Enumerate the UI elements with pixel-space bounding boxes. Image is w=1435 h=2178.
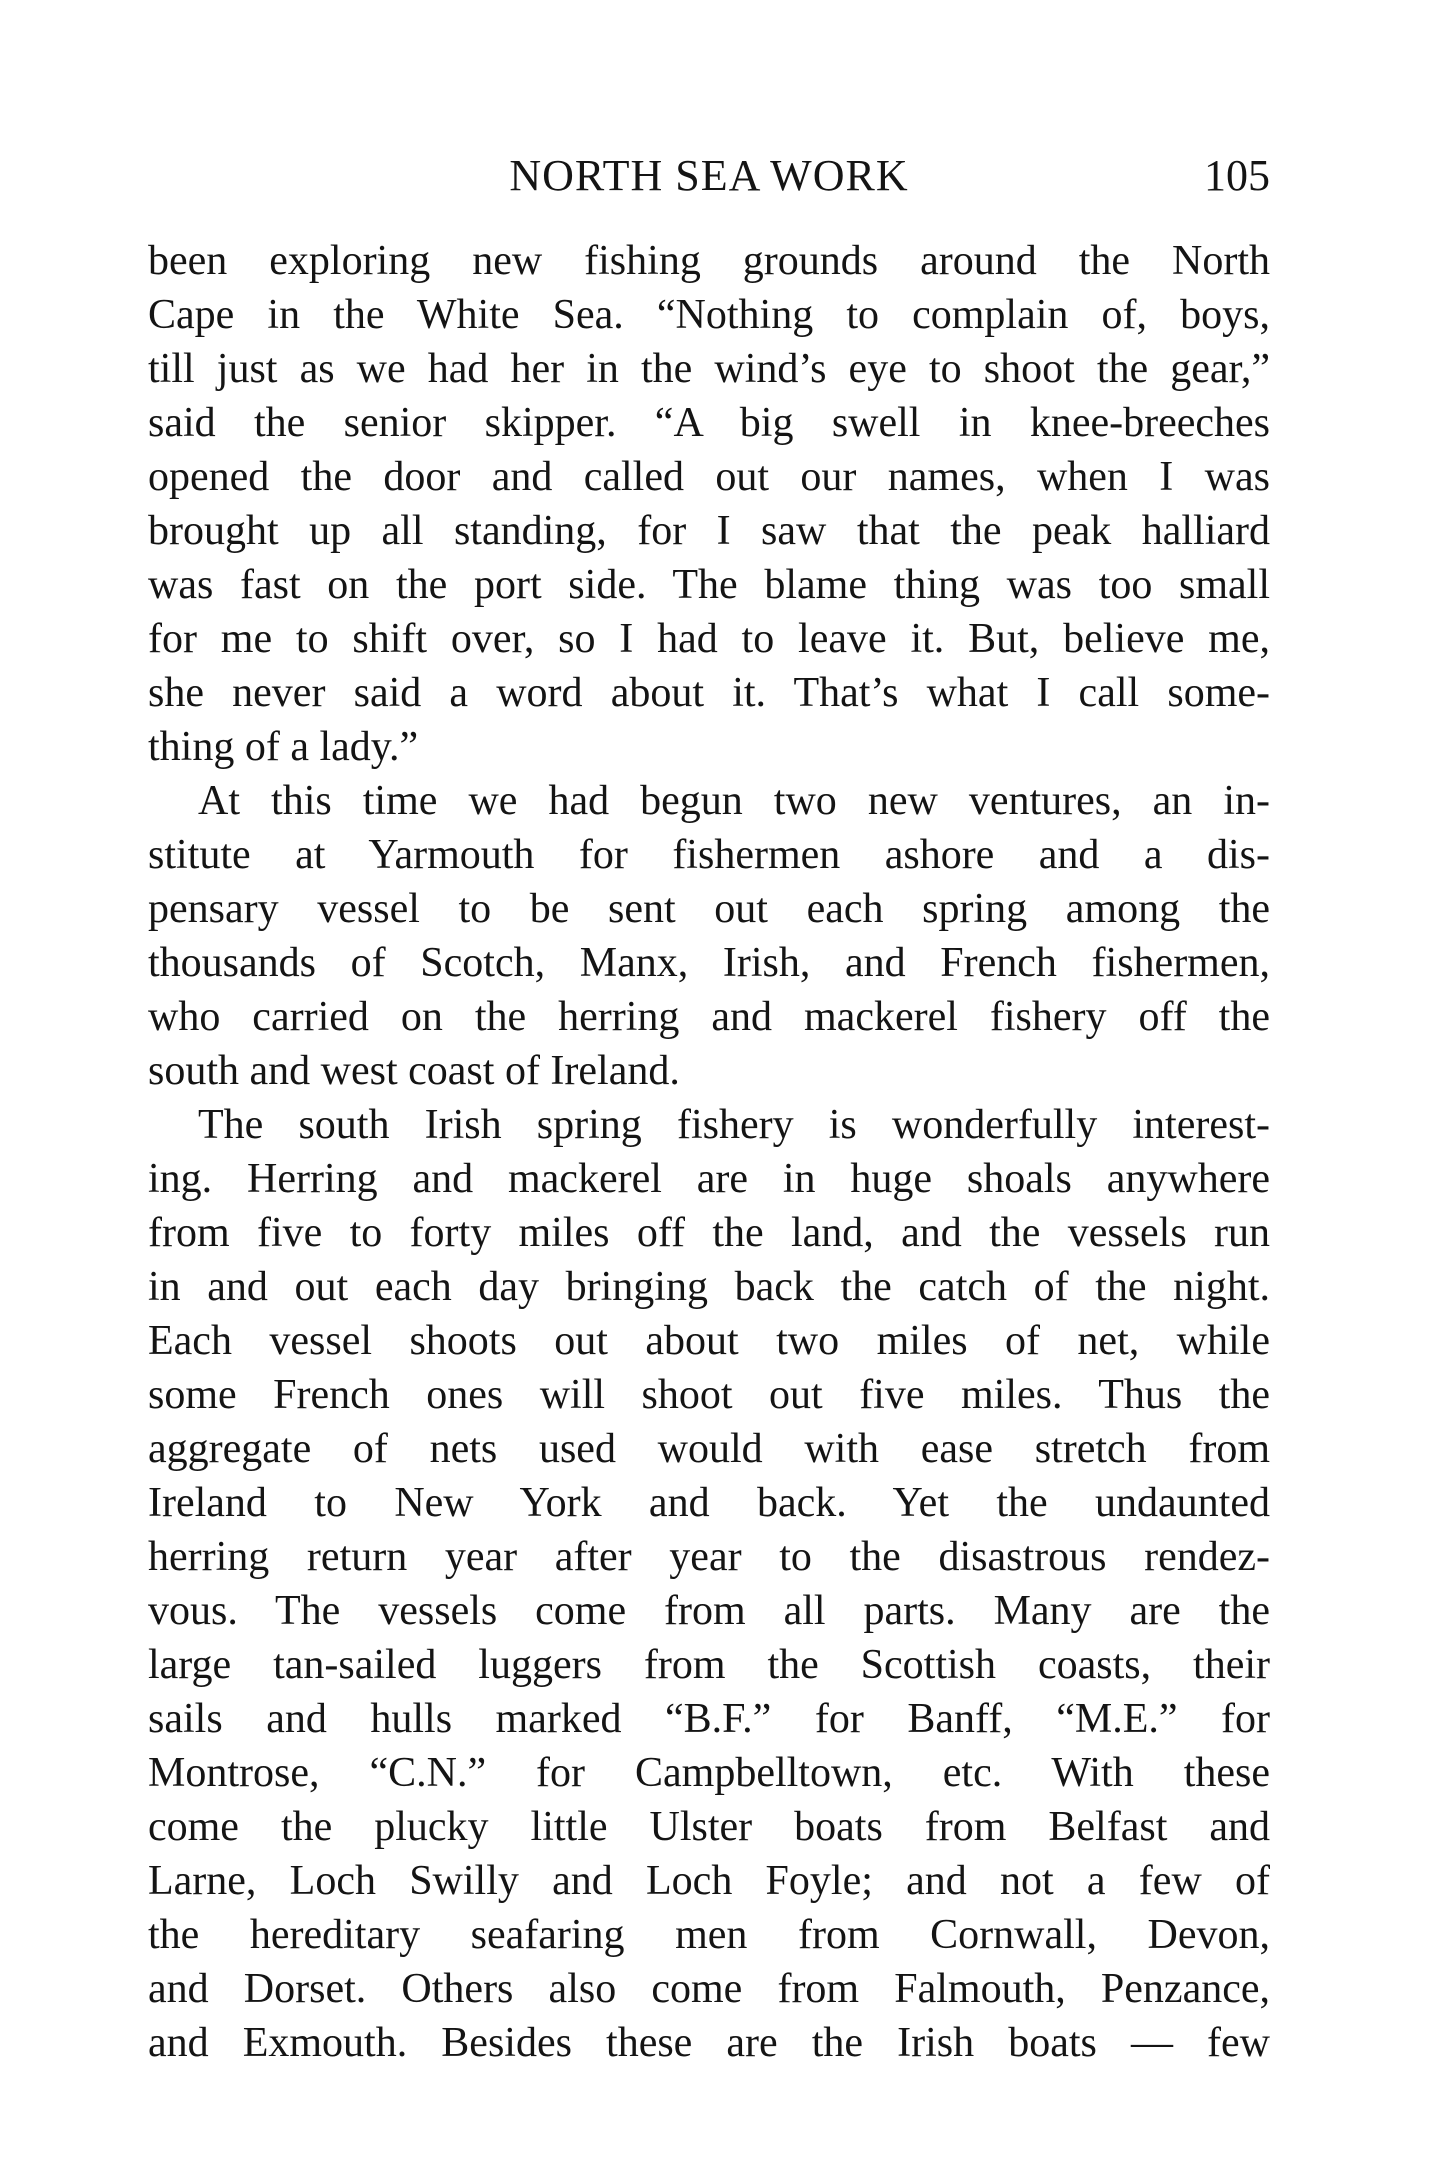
running-title: NORTH SEA WORK [509, 151, 909, 200]
text-line: stitute at Yarmouth for fishermen ashore and a dis- [148, 832, 1270, 878]
page-number: 105 [1204, 151, 1270, 200]
text-line: pensary vessel to be sent out each spring among the [148, 886, 1270, 932]
text-line: Montrose, “C.N.” for Campbelltown, etc. With these [148, 1750, 1270, 1796]
text-line: opened the door and called out our names, when I was [148, 454, 1270, 500]
running-head [148, 146, 1270, 206]
text-line: thing of a lady.” [148, 724, 419, 770]
text-line: brought up all standing, for I saw that the peak halliard [148, 508, 1270, 554]
text-line: vous. The vessels come from all parts. Many are the [148, 1588, 1270, 1634]
text-line: Cape in the White Sea. “Nothing to complain of, boys, [148, 292, 1270, 338]
text-line: aggregate of nets used would with ease stretch from [148, 1426, 1270, 1472]
text-line: was fast on the port side. The blame thing was too small [148, 562, 1270, 608]
text-line: south and west coast of Ireland. [148, 1048, 680, 1094]
text-line: Larne, Loch Swilly and Loch Foyle; and not a few of [148, 1858, 1270, 1904]
text-line: who carried on the herring and mackerel fishery off the [148, 994, 1270, 1040]
text-line: and Dorset. Others also come from Falmouth, Penzance, [148, 1966, 1270, 2012]
text-line: ing. Herring and mackerel are in huge shoals anywhere [148, 1156, 1270, 1202]
body-text [148, 234, 1270, 2070]
text-line: Each vessel shoots out about two miles of net, while [148, 1318, 1270, 1364]
text-line: for me to shift over, so I had to leave it. But, believe me, [148, 616, 1270, 662]
paragraph-start-line: At this time we had begun two new ventures, an in- [198, 778, 1270, 824]
text-line: herring return year after year to the disastrous rendez- [148, 1534, 1270, 1580]
text-line: thousands of Scotch, Manx, Irish, and French fishermen, [148, 940, 1270, 986]
text-line: in and out each day bringing back the catch of the night. [148, 1264, 1270, 1310]
text-line: from five to forty miles off the land, and the vessels run [148, 1210, 1270, 1256]
text-line: some French ones will shoot out five miles. Thus the [148, 1372, 1270, 1418]
text-line: the hereditary seafaring men from Cornwall, Devon, [148, 1912, 1270, 1958]
text-line: been exploring new fishing grounds around the North [148, 238, 1270, 284]
text-line: sails and hulls marked “B.F.” for Banff, “M.E.” for [148, 1696, 1270, 1742]
text-line: till just as we had her in the wind’s eye to shoot the gear,” [148, 346, 1270, 392]
text-line: come the plucky little Ulster boats from Belfast and [148, 1804, 1270, 1850]
paragraph-start-line: The south Irish spring fishery is wonderfully interest- [198, 1102, 1270, 1148]
text-line: said the senior skipper. “A big swell in knee-breeches [148, 400, 1270, 446]
text-line: and Exmouth. Besides these are the Irish boats — few [148, 2020, 1270, 2066]
text-line: large tan-sailed luggers from the Scottish coasts, their [148, 1642, 1270, 1688]
text-line: Ireland to New York and back. Yet the undaunted [148, 1480, 1270, 1526]
text-line: she never said a word about it. That’s what I call some- [148, 670, 1270, 716]
